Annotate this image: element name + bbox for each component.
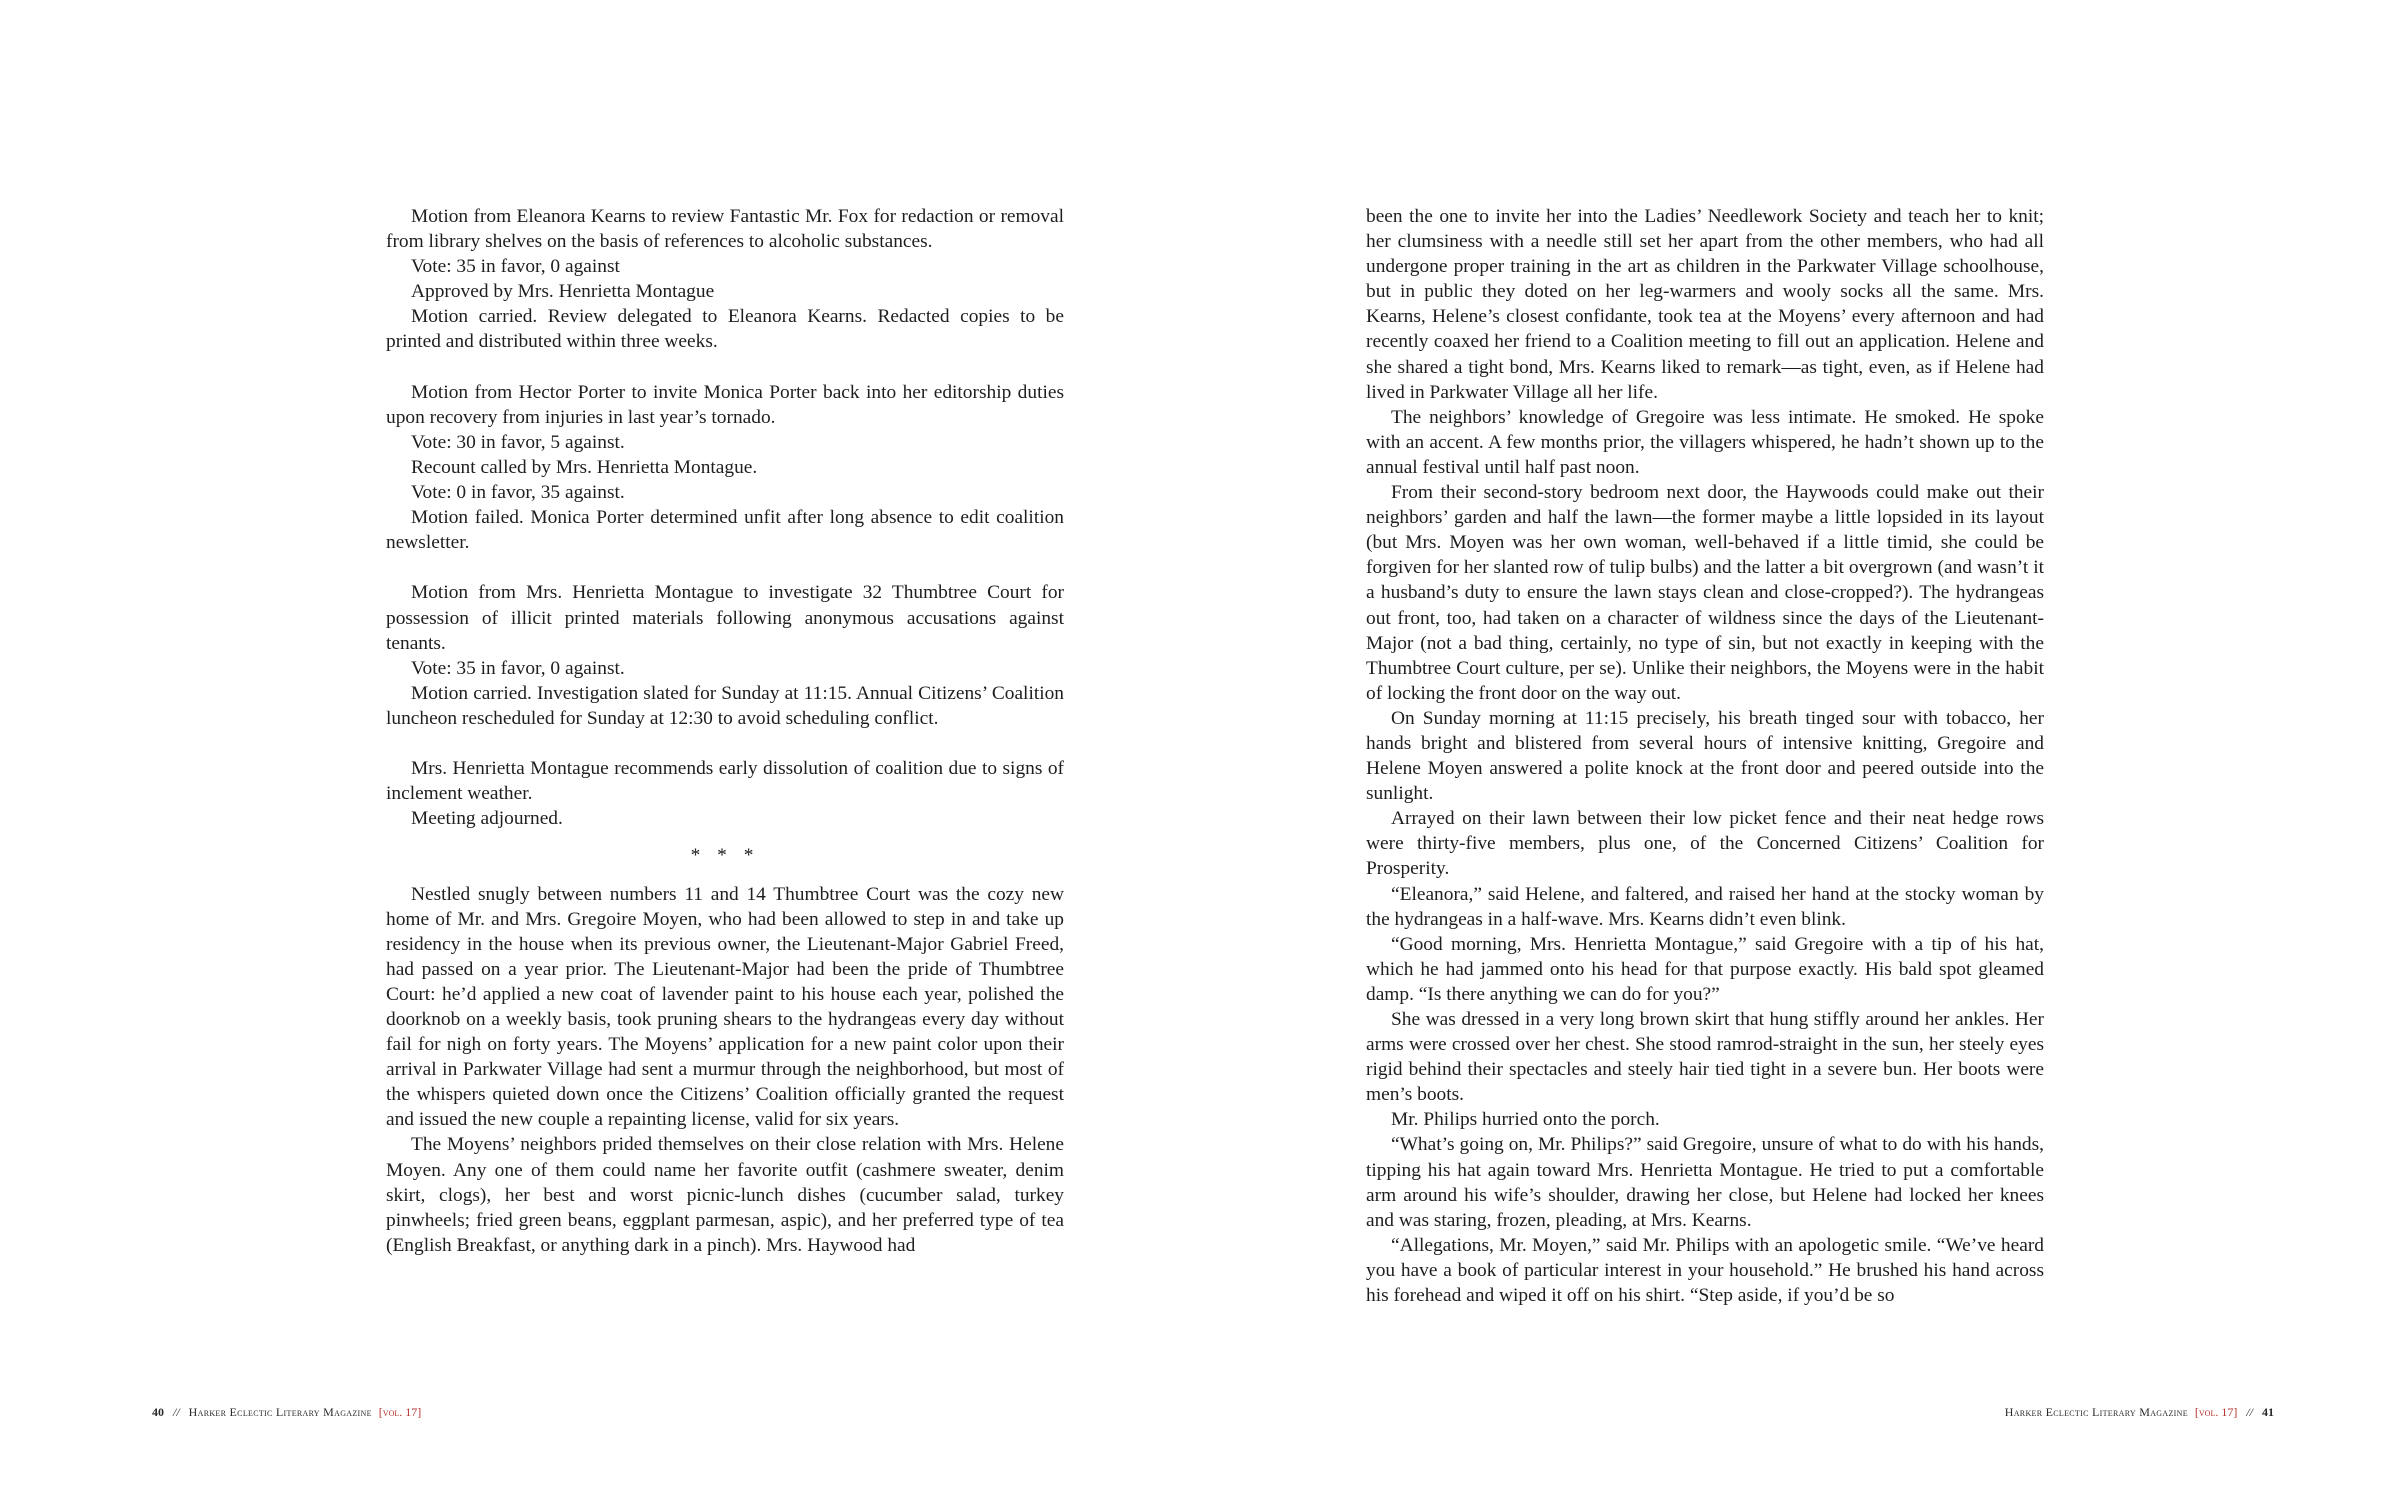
paragraph: Motion carried. Investigation slated for Sunday at 11:15. Annual Citizens’ Coalition luncheon rescheduled for Sunday at 12:30 to avoid scheduling conflict.	[386, 682, 1064, 729]
footer-separator: //	[173, 1405, 180, 1419]
page-number: 41	[2262, 1405, 2274, 1419]
paragraph: Vote: 35 in favor, 0 against.	[411, 657, 625, 679]
paragraph: Motion from Hector Porter to invite Monica Porter back into her editorship duties upon recovery from injuries in last year’s tornado.	[386, 381, 1064, 428]
paragraph: Recount called by Mrs. Henrietta Montague.	[411, 456, 758, 478]
right-page-footer	[2005, 1404, 2274, 1420]
section-break: * * *	[690, 845, 760, 867]
paragraph-spacer	[386, 355, 1064, 380]
paragraph: been the one to invite her into the Ladies’ Needlework Society and teach her to knit; her clumsiness with a needle still set her apart from the other members, who had all undergone proper training in the art as children in the Parkwater Village schoolhouse, but in public they doted on her leg-warmers and wooly socks all the same. Mrs. Kearns, Helene’s closest confidante, took tea at the Moyens’ every afternoon and had recently coaxed her friend to a Coalition meeting to fill out an application. Helene and she shared a tight bond, Mrs. Kearns liked to remark—as tight, even, as if Helene had lived in Parkwater Village all her life.	[1366, 206, 2044, 403]
paragraph: The Moyens’ neighbors prided themselves on their close relation with Mrs. Helene Moyen. Any one of them could name her favorite outfit (cashmere sweater, denim skirt, clogs), her best and worst picnic-lunch dishes (cucumber salad, turkey pinwheels; fried green beans, eggplant parmesan, aspic), and her preferred type of tea (English Breakfast, or anything dark in a pinch). Mrs. Haywood had	[386, 1134, 1064, 1256]
paragraph-spacer	[386, 555, 1064, 580]
paragraph: “Good morning, Mrs. Henrietta Montague,” said Gregoire with a tip of his hat, which he had jammed onto his head for that purpose exactly. His bald spot gleamed damp. “Is there anything we can do for you?”	[1366, 933, 2044, 1005]
footer-separator: //	[2246, 1405, 2253, 1419]
paragraph: “What’s going on, Mr. Philips?” said Gregoire, unsure of what to do with his hands, tipping his hat again toward Mrs. Henrietta Montague. He tried to put a comfortable arm around his wife’s shoulder, drawing her close, but Helene had locked her knees and was staring, frozen, pleading, at Mrs. Kearns.	[1366, 1134, 2044, 1231]
paragraph: On Sunday morning at 11:15 precisely, his breath tinged sour with tobacco, her hands bright and blistered from several hours of intensive knitting, Gregoire and Helene Moyen answered a polite knock at the front door and peered outside into the sunlight.	[1366, 707, 2044, 805]
paragraph: Motion from Eleanora Kearns to review Fantastic Mr. Fox for redaction or removal from library shelves on the basis of references to alcoholic substances.	[386, 206, 1064, 253]
volume-label: [vol. 17]	[378, 1405, 422, 1419]
paragraph: Motion from Mrs. Henrietta Montague to investigate 32 Thumbtree Court for possession of illicit printed materials following anonymous accusations against tenants.	[386, 582, 1064, 654]
paragraph: Vote: 0 in favor, 35 against.	[411, 482, 625, 504]
magazine-title: Harker Eclectic Literary Magazine	[2004, 1405, 2188, 1419]
paragraph: Mr. Philips hurried onto the porch.	[1391, 1109, 1660, 1131]
paragraph: Motion carried. Review delegated to Eleanora Kearns. Redacted copies to be printed and distributed within three weeks.	[386, 306, 1064, 353]
paragraph: Vote: 30 in favor, 5 against.	[411, 431, 625, 453]
paragraph: Nestled snugly between numbers 11 and 14 Thumbtree Court was the cozy new home of Mr. and Mrs. Gregoire Moyen, who had been allowed to step in and take up residency in the house when its previous owner, the Lieutenant-Major Gabriel Freed, had passed on a year prior. The Lieutenant-Major had been the pride of Thumbtree Court: he’d applied a new coat of lavender paint to his house each year, polished the doorknob on a weekly basis, took pruning shears to the hydrangeas every day without fail for nigh on forty years. The Moyens’ application for a new paint color upon their arrival in Parkwater Village had sent a murmur through the neighborhood, but most of the whispers quieted down once the Citizens’ Coalition officially granted the request and issued the new couple a repainting license, valid for six years.	[386, 883, 1064, 1131]
paragraph: Arrayed on their lawn between their low picket fence and their neat hedge rows were thirty-five members, plus one, of the Concerned Citizens’ Coalition for Prosperity.	[1366, 808, 2044, 880]
paragraph: “Allegations, Mr. Moyen,” said Mr. Philips with an apologetic smile. “We’ve heard you have a book of particular interest in your household.” He brushed his hand across his forehead and wiped it off on his shirt. “Step aside, if you’d be so	[1366, 1234, 2044, 1307]
left-page-text	[386, 204, 1064, 1258]
right-page-text	[1366, 204, 2044, 1308]
paragraph-spacer	[386, 731, 1064, 756]
paragraph: The neighbors’ knowledge of Gregoire was less intimate. He smoked. He spoke with an accent. A few months prior, the villagers whispered, he hadn’t shown up to the annual festival until half past noon.	[1366, 406, 2044, 478]
paragraph: Approved by Mrs. Henrietta Montague	[411, 281, 715, 303]
paragraph: Motion failed. Monica Porter determined unfit after long absence to edit coalition newsletter.	[386, 507, 1064, 554]
paragraph: Vote: 35 in favor, 0 against	[411, 256, 620, 278]
paragraph: She was dressed in a very long brown skirt that hung stiffly around her ankles. Her arms were crossed over her chest. She stood ramrod-straight in the sun, her steely eyes rigid behind their spectacles and steely hair tied tight in a severe bun. Her boots were men’s boots.	[1366, 1009, 2044, 1106]
magazine-title: Harker Eclectic Literary Magazine	[188, 1405, 372, 1419]
paragraph: Mrs. Henrietta Montague recommends early dissolution of coalition due to signs of inclement weather.	[386, 758, 1064, 805]
volume-label: [vol. 17]	[2194, 1405, 2238, 1419]
left-page-footer	[152, 1404, 421, 1420]
paragraph: “Eleanora,” said Helene, and faltered, and raised her hand at the stocky woman by the hydrangeas in a half-wave. Mrs. Kearns didn’t even blink.	[1366, 883, 2044, 930]
page-number: 40	[152, 1405, 164, 1419]
paragraph: From their second-story bedroom next door, the Haywoods could make out their neighbors’ garden and half the lawn—the former maybe a little lopsided in its layout (but Mrs. Moyen was her own woman, well-behaved if a little timid, she could be forgiven for her slanted row of tulip bulbs) and the latter a bit overgrown (and wasn’t it a husband’s duty to ensure the lawn stays clean and close-cropped?). The hydrangeas out front, too, had taken on a character of wildness since the days of the Lieutenant-Major (not a bad thing, certainly, no type of sin, but not exactly in keeping with the Thumbtree Court culture, per se). Unlike their neighbors, the Moyens were in the habit of locking the front door on the way out.	[1366, 482, 2044, 704]
paragraph: Meeting adjourned.	[411, 808, 563, 830]
